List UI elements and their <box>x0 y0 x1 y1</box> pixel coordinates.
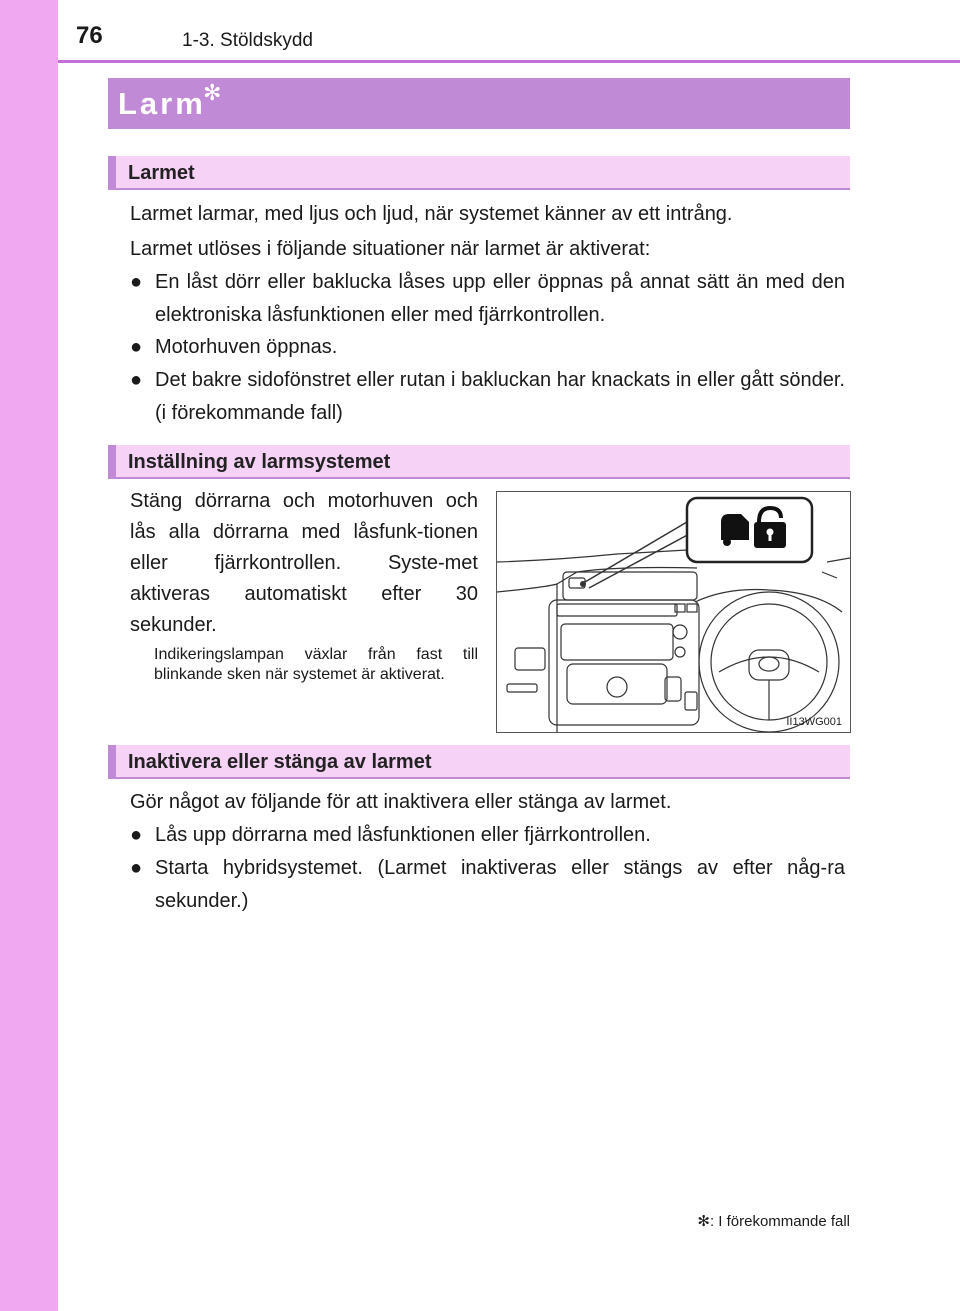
list-item-text: Det bakre sidofönstret eller rutan i bakluckan har knackats in eller gått sönder. (i förekommande fall) <box>155 369 845 424</box>
heading-larmet <box>108 156 850 190</box>
heading-accent-bar <box>108 156 116 190</box>
footnote-text: : I förekommande fall <box>709 1213 850 1230</box>
list-item <box>130 331 850 364</box>
page-title: Larm <box>118 86 206 121</box>
bullet-icon: ● <box>130 336 143 358</box>
list-item <box>130 266 850 332</box>
larmet-intro-1: Larmet larmar, med ljus och ljud, när systemet känner av ett intrång. <box>130 203 733 225</box>
bullet-icon: ● <box>130 857 143 879</box>
page-number: 76 <box>76 22 103 49</box>
dashboard-drawing <box>497 492 850 732</box>
list-item-text: En låst dörr eller baklucka låses upp eller öppnas på annat sätt än med den elektroniska låsfunktionen eller med fjärrkontrollen. <box>155 271 845 326</box>
bullet-icon: ● <box>130 271 143 293</box>
installning-note: Indikeringslampan växlar från fast till blinkande sken när systemet är aktiverat. <box>154 646 478 683</box>
heading-label: Inställning av larmsystemet <box>128 451 391 473</box>
figure-code: II13WG001 <box>786 716 842 728</box>
list-item-text: Lås upp dörrarna med låsfunktionen eller fjärrkontrollen. <box>155 824 651 846</box>
heading-accent-bar <box>108 445 116 479</box>
heading-accent-bar <box>108 745 116 779</box>
list-item-text: Starta hybridsystemet. (Larmet inaktiveras eller stängs av efter någ-ra sekunder.) <box>155 857 845 912</box>
inaktivera-intro: Gör något av följande för att inaktivera eller stänga av larmet. <box>130 791 672 813</box>
bullet-icon: ● <box>130 369 143 391</box>
list-item-text: Motorhuven öppnas. <box>155 336 338 358</box>
heading-label: Larmet <box>128 162 195 184</box>
section-reference: 1-3. Stöldskydd <box>182 30 313 51</box>
list-item <box>130 852 850 918</box>
bullet-icon: ● <box>130 824 143 846</box>
heading-installning <box>108 445 850 479</box>
larmet-intro-2: Larmet utlöses i följande situationer när larmet är aktiverat: <box>130 238 651 260</box>
footnote-asterisk-icon: ✻ <box>697 1213 710 1230</box>
main-title-bar <box>108 78 850 129</box>
heading-inaktivera <box>108 745 850 779</box>
footnote <box>660 1212 850 1230</box>
dashboard-illustration <box>496 491 851 733</box>
heading-label: Inaktivera eller stänga av larmet <box>128 751 432 773</box>
title-asterisk-icon: ✻ <box>203 80 222 105</box>
list-item <box>130 364 850 430</box>
side-color-strip <box>0 0 58 1311</box>
list-item <box>130 819 850 852</box>
installning-body: Stäng dörrarna och motorhuven och lås alla dörrarna med låsfunk-tionen eller fjärrkontrollen. Syste-met aktiveras automatiskt efter 30 sekunder. <box>130 490 478 636</box>
header-divider <box>58 60 960 63</box>
